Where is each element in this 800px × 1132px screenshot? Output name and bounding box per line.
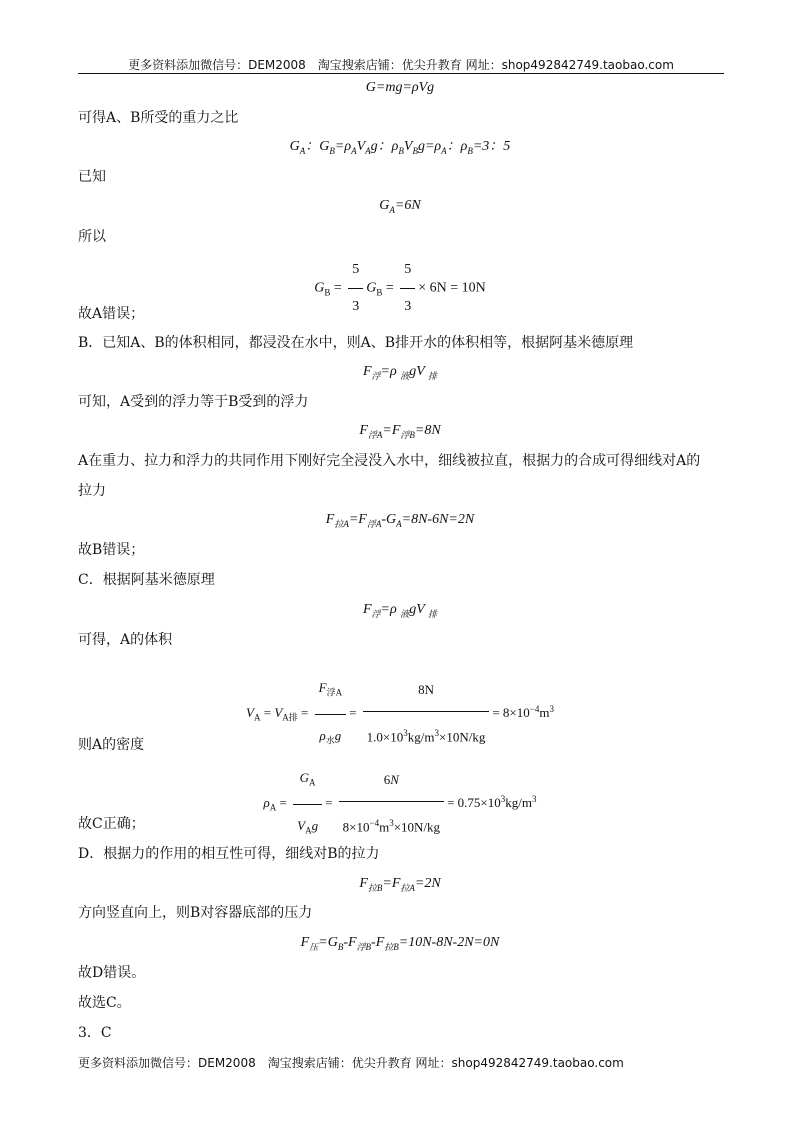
paragraph: 则A的密度: [78, 737, 145, 753]
paragraph: 故C正确；: [78, 816, 145, 832]
equation-archimedes-2: $F_浮=\rho$ $_液$gV $_排$: [362, 602, 438, 619]
paragraph: 3．C: [78, 1025, 112, 1041]
paragraph: 可知，A受到的浮力等于B受到的浮力: [78, 394, 309, 410]
equation-archimedes: $F_浮=\rho$ $_液$gV $_排$: [362, 364, 438, 381]
paragraph: 故选C。: [78, 995, 131, 1011]
paragraph: 可得A、B所受的重力之比: [78, 110, 239, 126]
header-rule: [78, 73, 724, 74]
paragraph: 方向竖直向上，则B对容器底部的压力: [78, 905, 313, 921]
equation-buoyancy: $F_{浮A}=F_{浮B}=8N$: [359, 423, 441, 440]
paragraph: D．根据力的作用的相互性可得，细线对B的拉力: [78, 846, 380, 862]
page-header: 更多资料添加微信号：DEM2008 淘宝搜索店铺：优尖升教育 网址：shop492842749.taobao.com: [128, 58, 674, 72]
equation-GB: $G_B$ = $\frac{5}{3}$ $G_B$ = $\frac{5}{3}$ × 6N = 10N: [0, 253, 800, 324]
equation-pull-A: $F_{拉A}=F_{浮A}-G_A=8N-6N=2N$: [325, 512, 475, 529]
page-footer: 更多资料添加微信号：DEM2008 淘宝搜索店铺：优尖升教育 网址：shop492842749.taobao.com: [78, 1056, 624, 1070]
paragraph: C．根据阿基米德原理: [78, 572, 215, 588]
paragraph: 故B错误；: [78, 542, 145, 558]
equation-gravity-ratio: $G_A$：$G_B=\rho_AV_Ag$：$\rho_BV_Bg=\rho_A$：$\rho_B=3$：5: [289, 139, 511, 156]
paragraph: 已知: [78, 169, 106, 185]
paragraph: 故A错误；: [78, 306, 145, 322]
equation-density-A: $\rho_A$ = $\frac{G_A}{V_Ag}$ = $\frac{6N}{8\times 10^{-4}m^3\times 10N/kg}$ = $0.75\times 10^3kg/m^3$: [0, 758, 800, 850]
paragraph: 拉力: [78, 483, 106, 499]
paragraph: 故D错误。: [78, 965, 146, 981]
paragraph: 可得，A的体积: [78, 632, 173, 648]
paragraph: A在重力、拉力和浮力的共同作用下刚好完全浸没入水中，细线被拉直，根据力的合成可得细线对A的: [78, 453, 701, 469]
paragraph: 所以: [78, 229, 106, 245]
equation-GA: $G_A=6N$: [379, 198, 421, 215]
paragraph: B．已知A、B的体积相同，都浸没在水中，则A、B排开水的体积相等，根据阿基米德原理: [78, 335, 634, 351]
equation-pull-B: $F_{拉B}=F_{拉A}=2N$: [359, 876, 441, 893]
equation-pressure: $F_压=G_B-F_{浮B}-F_{拉B}=10N-8N-2N=0N$: [300, 935, 500, 952]
equation-volume-A: $V_A = V_{A排}$ = $\frac{F_{浮A}}{\rho_水g}$ = $\frac{8N}{1.0\times 10^3kg/m^3\times 10N/kg}$ = $8\times 10^{-4}m^3$: [0, 668, 800, 760]
equation-gravity: G=mg=ρVg: [365, 80, 435, 95]
